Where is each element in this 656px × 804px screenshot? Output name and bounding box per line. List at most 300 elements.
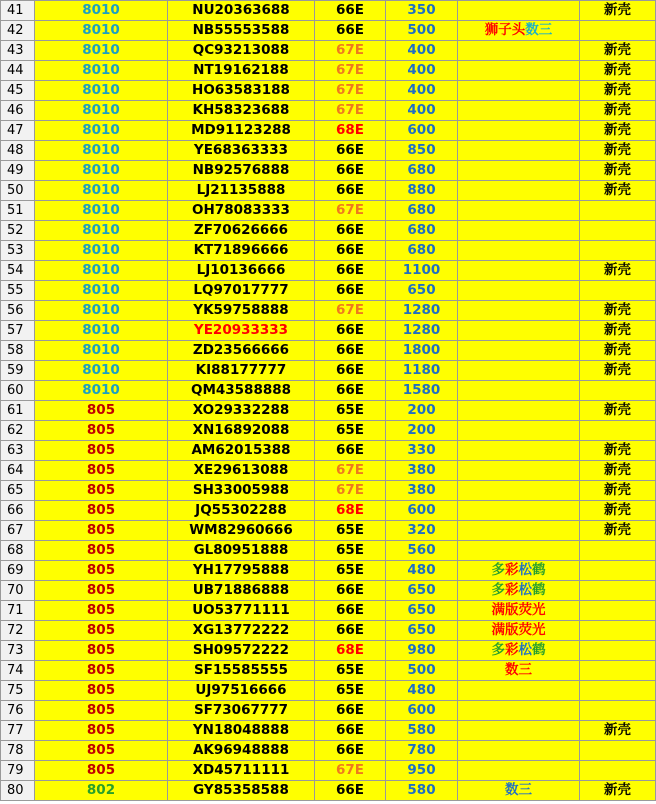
price-cell[interactable] (386, 301, 458, 321)
table-row[interactable] (1, 1, 656, 21)
mark-cell[interactable] (580, 181, 656, 201)
series-cell[interactable] (35, 541, 168, 561)
note-cell[interactable] (458, 681, 580, 701)
note-cell[interactable] (458, 201, 580, 221)
mark-cell[interactable] (580, 761, 656, 781)
mark-cell[interactable] (580, 21, 656, 41)
serial-cell[interactable] (168, 101, 315, 121)
series-cell[interactable] (35, 381, 168, 401)
mark-cell[interactable] (580, 161, 656, 181)
code-cell[interactable] (315, 481, 386, 501)
row-number[interactable]: 70 (1, 581, 35, 601)
price-cell[interactable] (386, 561, 458, 581)
note-cell[interactable] (458, 361, 580, 381)
mark-cell[interactable] (580, 361, 656, 381)
code-cell[interactable] (315, 61, 386, 81)
row-number[interactable]: 49 (1, 161, 35, 181)
mark-cell[interactable] (580, 401, 656, 421)
mark-cell[interactable] (580, 741, 656, 761)
series-cell[interactable] (35, 221, 168, 241)
code-cell[interactable] (315, 1, 386, 21)
row-number[interactable]: 43 (1, 41, 35, 61)
note-cell[interactable] (458, 101, 580, 121)
row-number[interactable]: 62 (1, 421, 35, 441)
note-cell[interactable] (458, 141, 580, 161)
code-cell[interactable] (315, 521, 386, 541)
serial-cell[interactable] (168, 121, 315, 141)
serial-cell[interactable] (168, 1, 315, 21)
table-row[interactable] (1, 21, 656, 41)
code-cell[interactable] (315, 421, 386, 441)
code-cell[interactable] (315, 721, 386, 741)
row-number[interactable]: 78 (1, 741, 35, 761)
note-cell[interactable] (458, 241, 580, 261)
code-cell[interactable] (315, 41, 386, 61)
code-cell[interactable] (315, 321, 386, 341)
row-number[interactable]: 58 (1, 341, 35, 361)
series-cell[interactable] (35, 321, 168, 341)
series-cell[interactable] (35, 641, 168, 661)
mark-cell[interactable] (580, 501, 656, 521)
row-number[interactable]: 45 (1, 81, 35, 101)
serial-cell[interactable] (168, 381, 315, 401)
row-number[interactable]: 52 (1, 221, 35, 241)
row-number[interactable]: 41 (1, 1, 35, 21)
code-cell[interactable] (315, 581, 386, 601)
note-cell[interactable] (458, 501, 580, 521)
table-row[interactable] (1, 141, 656, 161)
table-row[interactable] (1, 601, 656, 621)
price-cell[interactable] (386, 61, 458, 81)
series-cell[interactable] (35, 701, 168, 721)
mark-cell[interactable] (580, 81, 656, 101)
code-cell[interactable] (315, 21, 386, 41)
code-cell[interactable] (315, 121, 386, 141)
row-number[interactable]: 47 (1, 121, 35, 141)
serial-cell[interactable] (168, 601, 315, 621)
series-cell[interactable] (35, 681, 168, 701)
row-number[interactable]: 73 (1, 641, 35, 661)
row-number[interactable]: 76 (1, 701, 35, 721)
table-row[interactable] (1, 781, 656, 801)
code-cell[interactable] (315, 781, 386, 801)
note-cell[interactable] (458, 601, 580, 621)
note-cell[interactable] (458, 461, 580, 481)
series-cell[interactable] (35, 21, 168, 41)
mark-cell[interactable] (580, 541, 656, 561)
price-cell[interactable] (386, 1, 458, 21)
note-cell[interactable] (458, 181, 580, 201)
code-cell[interactable] (315, 501, 386, 521)
serial-cell[interactable] (168, 421, 315, 441)
code-cell[interactable] (315, 641, 386, 661)
table-row[interactable] (1, 241, 656, 261)
mark-cell[interactable] (580, 561, 656, 581)
mark-cell[interactable] (580, 641, 656, 661)
row-number[interactable]: 59 (1, 361, 35, 381)
price-cell[interactable] (386, 601, 458, 621)
price-cell[interactable] (386, 321, 458, 341)
price-cell[interactable] (386, 541, 458, 561)
price-cell[interactable] (386, 381, 458, 401)
series-cell[interactable] (35, 361, 168, 381)
series-cell[interactable] (35, 301, 168, 321)
mark-cell[interactable] (580, 661, 656, 681)
series-cell[interactable] (35, 161, 168, 181)
row-number[interactable]: 69 (1, 561, 35, 581)
serial-cell[interactable] (168, 321, 315, 341)
price-cell[interactable] (386, 461, 458, 481)
row-number[interactable]: 51 (1, 201, 35, 221)
serial-cell[interactable] (168, 21, 315, 41)
serial-cell[interactable] (168, 721, 315, 741)
row-number[interactable]: 75 (1, 681, 35, 701)
table-row[interactable] (1, 561, 656, 581)
series-cell[interactable] (35, 261, 168, 281)
code-cell[interactable] (315, 401, 386, 421)
series-cell[interactable] (35, 441, 168, 461)
mark-cell[interactable] (580, 781, 656, 801)
serial-cell[interactable] (168, 241, 315, 261)
mark-cell[interactable] (580, 41, 656, 61)
table-row[interactable] (1, 441, 656, 461)
note-cell[interactable] (458, 221, 580, 241)
row-number[interactable]: 77 (1, 721, 35, 741)
row-number[interactable]: 50 (1, 181, 35, 201)
series-cell[interactable] (35, 181, 168, 201)
row-number[interactable]: 48 (1, 141, 35, 161)
note-cell[interactable] (458, 281, 580, 301)
mark-cell[interactable] (580, 461, 656, 481)
series-cell[interactable] (35, 781, 168, 801)
row-number[interactable]: 64 (1, 461, 35, 481)
series-cell[interactable] (35, 601, 168, 621)
serial-cell[interactable] (168, 441, 315, 461)
table-row[interactable] (1, 61, 656, 81)
row-number[interactable]: 65 (1, 481, 35, 501)
price-cell[interactable] (386, 181, 458, 201)
row-number[interactable]: 79 (1, 761, 35, 781)
code-cell[interactable] (315, 561, 386, 581)
code-cell[interactable] (315, 101, 386, 121)
table-row[interactable] (1, 321, 656, 341)
serial-cell[interactable] (168, 541, 315, 561)
price-cell[interactable] (386, 161, 458, 181)
note-cell[interactable] (458, 581, 580, 601)
series-cell[interactable] (35, 761, 168, 781)
row-number[interactable]: 60 (1, 381, 35, 401)
series-cell[interactable] (35, 341, 168, 361)
code-cell[interactable] (315, 661, 386, 681)
series-cell[interactable] (35, 621, 168, 641)
table-row[interactable] (1, 721, 656, 741)
code-cell[interactable] (315, 261, 386, 281)
row-number[interactable]: 53 (1, 241, 35, 261)
price-cell[interactable] (386, 741, 458, 761)
price-cell[interactable] (386, 281, 458, 301)
serial-cell[interactable] (168, 401, 315, 421)
mark-cell[interactable] (580, 101, 656, 121)
series-cell[interactable] (35, 81, 168, 101)
mark-cell[interactable] (580, 621, 656, 641)
serial-cell[interactable] (168, 701, 315, 721)
table-row[interactable] (1, 541, 656, 561)
code-cell[interactable] (315, 241, 386, 261)
series-cell[interactable] (35, 461, 168, 481)
serial-cell[interactable] (168, 621, 315, 641)
serial-cell[interactable] (168, 261, 315, 281)
code-cell[interactable] (315, 701, 386, 721)
table-row[interactable] (1, 581, 656, 601)
price-cell[interactable] (386, 481, 458, 501)
code-cell[interactable] (315, 221, 386, 241)
row-number[interactable]: 71 (1, 601, 35, 621)
mark-cell[interactable] (580, 141, 656, 161)
mark-cell[interactable] (580, 1, 656, 21)
price-cell[interactable] (386, 221, 458, 241)
row-number[interactable]: 80 (1, 781, 35, 801)
note-cell[interactable] (458, 381, 580, 401)
serial-cell[interactable] (168, 661, 315, 681)
series-cell[interactable] (35, 421, 168, 441)
serial-cell[interactable] (168, 281, 315, 301)
note-cell[interactable] (458, 781, 580, 801)
code-cell[interactable] (315, 541, 386, 561)
price-cell[interactable] (386, 641, 458, 661)
series-cell[interactable] (35, 481, 168, 501)
serial-cell[interactable] (168, 361, 315, 381)
price-cell[interactable] (386, 701, 458, 721)
serial-cell[interactable] (168, 461, 315, 481)
code-cell[interactable] (315, 201, 386, 221)
note-cell[interactable] (458, 741, 580, 761)
code-cell[interactable] (315, 441, 386, 461)
price-cell[interactable] (386, 581, 458, 601)
price-cell[interactable] (386, 721, 458, 741)
mark-cell[interactable] (580, 321, 656, 341)
series-cell[interactable] (35, 661, 168, 681)
note-cell[interactable] (458, 701, 580, 721)
note-cell[interactable] (458, 661, 580, 681)
note-cell[interactable] (458, 521, 580, 541)
code-cell[interactable] (315, 81, 386, 101)
row-number[interactable]: 67 (1, 521, 35, 541)
table-row[interactable] (1, 181, 656, 201)
table-row[interactable] (1, 481, 656, 501)
table-row[interactable] (1, 301, 656, 321)
table-row[interactable] (1, 741, 656, 761)
note-cell[interactable] (458, 161, 580, 181)
note-cell[interactable] (458, 421, 580, 441)
serial-cell[interactable] (168, 221, 315, 241)
price-cell[interactable] (386, 501, 458, 521)
note-cell[interactable] (458, 761, 580, 781)
series-cell[interactable] (35, 561, 168, 581)
series-cell[interactable] (35, 281, 168, 301)
table-row[interactable] (1, 201, 656, 221)
mark-cell[interactable] (580, 301, 656, 321)
table-row[interactable] (1, 281, 656, 301)
table-row[interactable] (1, 261, 656, 281)
serial-cell[interactable] (168, 781, 315, 801)
note-cell[interactable] (458, 721, 580, 741)
series-cell[interactable] (35, 401, 168, 421)
serial-cell[interactable] (168, 181, 315, 201)
serial-cell[interactable] (168, 41, 315, 61)
table-row[interactable] (1, 221, 656, 241)
mark-cell[interactable] (580, 261, 656, 281)
series-cell[interactable] (35, 721, 168, 741)
price-cell[interactable] (386, 361, 458, 381)
row-number[interactable]: 54 (1, 261, 35, 281)
note-cell[interactable] (458, 441, 580, 461)
code-cell[interactable] (315, 621, 386, 641)
table-row[interactable] (1, 661, 656, 681)
code-cell[interactable] (315, 381, 386, 401)
code-cell[interactable] (315, 741, 386, 761)
row-number[interactable]: 57 (1, 321, 35, 341)
series-cell[interactable] (35, 241, 168, 261)
note-cell[interactable] (458, 481, 580, 501)
mark-cell[interactable] (580, 441, 656, 461)
row-number[interactable]: 63 (1, 441, 35, 461)
note-cell[interactable] (458, 21, 580, 41)
price-cell[interactable] (386, 41, 458, 61)
serial-cell[interactable] (168, 681, 315, 701)
table-row[interactable] (1, 41, 656, 61)
serial-cell[interactable] (168, 161, 315, 181)
mark-cell[interactable] (580, 281, 656, 301)
series-cell[interactable] (35, 41, 168, 61)
table-row[interactable] (1, 681, 656, 701)
price-cell[interactable] (386, 521, 458, 541)
mark-cell[interactable] (580, 701, 656, 721)
price-cell[interactable] (386, 121, 458, 141)
series-cell[interactable] (35, 61, 168, 81)
code-cell[interactable] (315, 761, 386, 781)
price-cell[interactable] (386, 661, 458, 681)
note-cell[interactable] (458, 621, 580, 641)
code-cell[interactable] (315, 141, 386, 161)
mark-cell[interactable] (580, 581, 656, 601)
table-row[interactable] (1, 161, 656, 181)
price-cell[interactable] (386, 141, 458, 161)
price-cell[interactable] (386, 421, 458, 441)
row-number[interactable]: 44 (1, 61, 35, 81)
code-cell[interactable] (315, 601, 386, 621)
serial-cell[interactable] (168, 641, 315, 661)
series-cell[interactable] (35, 101, 168, 121)
price-cell[interactable] (386, 621, 458, 641)
price-cell[interactable] (386, 401, 458, 421)
price-cell[interactable] (386, 681, 458, 701)
note-cell[interactable] (458, 301, 580, 321)
price-cell[interactable] (386, 781, 458, 801)
row-number[interactable]: 74 (1, 661, 35, 681)
row-number[interactable]: 68 (1, 541, 35, 561)
series-cell[interactable] (35, 201, 168, 221)
table-row[interactable] (1, 421, 656, 441)
serial-cell[interactable] (168, 761, 315, 781)
note-cell[interactable] (458, 1, 580, 21)
table-row[interactable] (1, 101, 656, 121)
table-row[interactable] (1, 521, 656, 541)
row-number[interactable]: 56 (1, 301, 35, 321)
mark-cell[interactable] (580, 421, 656, 441)
table-row[interactable] (1, 701, 656, 721)
series-cell[interactable] (35, 741, 168, 761)
serial-cell[interactable] (168, 301, 315, 321)
code-cell[interactable] (315, 281, 386, 301)
series-cell[interactable] (35, 501, 168, 521)
price-cell[interactable] (386, 261, 458, 281)
serial-cell[interactable] (168, 581, 315, 601)
serial-cell[interactable] (168, 201, 315, 221)
note-cell[interactable] (458, 541, 580, 561)
mark-cell[interactable] (580, 221, 656, 241)
series-cell[interactable] (35, 1, 168, 21)
price-cell[interactable] (386, 441, 458, 461)
row-number[interactable]: 72 (1, 621, 35, 641)
note-cell[interactable] (458, 641, 580, 661)
code-cell[interactable] (315, 461, 386, 481)
series-cell[interactable] (35, 121, 168, 141)
serial-cell[interactable] (168, 741, 315, 761)
code-cell[interactable] (315, 161, 386, 181)
mark-cell[interactable] (580, 381, 656, 401)
serial-cell[interactable] (168, 501, 315, 521)
note-cell[interactable] (458, 121, 580, 141)
price-cell[interactable] (386, 101, 458, 121)
mark-cell[interactable] (580, 341, 656, 361)
series-cell[interactable] (35, 141, 168, 161)
code-cell[interactable] (315, 181, 386, 201)
table-row[interactable] (1, 641, 656, 661)
mark-cell[interactable] (580, 681, 656, 701)
note-cell[interactable] (458, 321, 580, 341)
price-cell[interactable] (386, 81, 458, 101)
table-row[interactable] (1, 361, 656, 381)
note-cell[interactable] (458, 61, 580, 81)
table-row[interactable] (1, 461, 656, 481)
code-cell[interactable] (315, 681, 386, 701)
note-cell[interactable] (458, 41, 580, 61)
mark-cell[interactable] (580, 601, 656, 621)
price-cell[interactable] (386, 241, 458, 261)
code-cell[interactable] (315, 301, 386, 321)
serial-cell[interactable] (168, 61, 315, 81)
code-cell[interactable] (315, 361, 386, 381)
note-cell[interactable] (458, 561, 580, 581)
series-cell[interactable] (35, 581, 168, 601)
price-cell[interactable] (386, 201, 458, 221)
table-row[interactable] (1, 761, 656, 781)
table-row[interactable] (1, 401, 656, 421)
note-cell[interactable] (458, 261, 580, 281)
note-cell[interactable] (458, 81, 580, 101)
code-cell[interactable] (315, 341, 386, 361)
table-row[interactable] (1, 621, 656, 641)
mark-cell[interactable] (580, 201, 656, 221)
row-number[interactable]: 42 (1, 21, 35, 41)
table-row[interactable] (1, 501, 656, 521)
price-cell[interactable] (386, 21, 458, 41)
note-cell[interactable] (458, 341, 580, 361)
mark-cell[interactable] (580, 121, 656, 141)
serial-cell[interactable] (168, 521, 315, 541)
serial-cell[interactable] (168, 561, 315, 581)
table-row[interactable] (1, 341, 656, 361)
